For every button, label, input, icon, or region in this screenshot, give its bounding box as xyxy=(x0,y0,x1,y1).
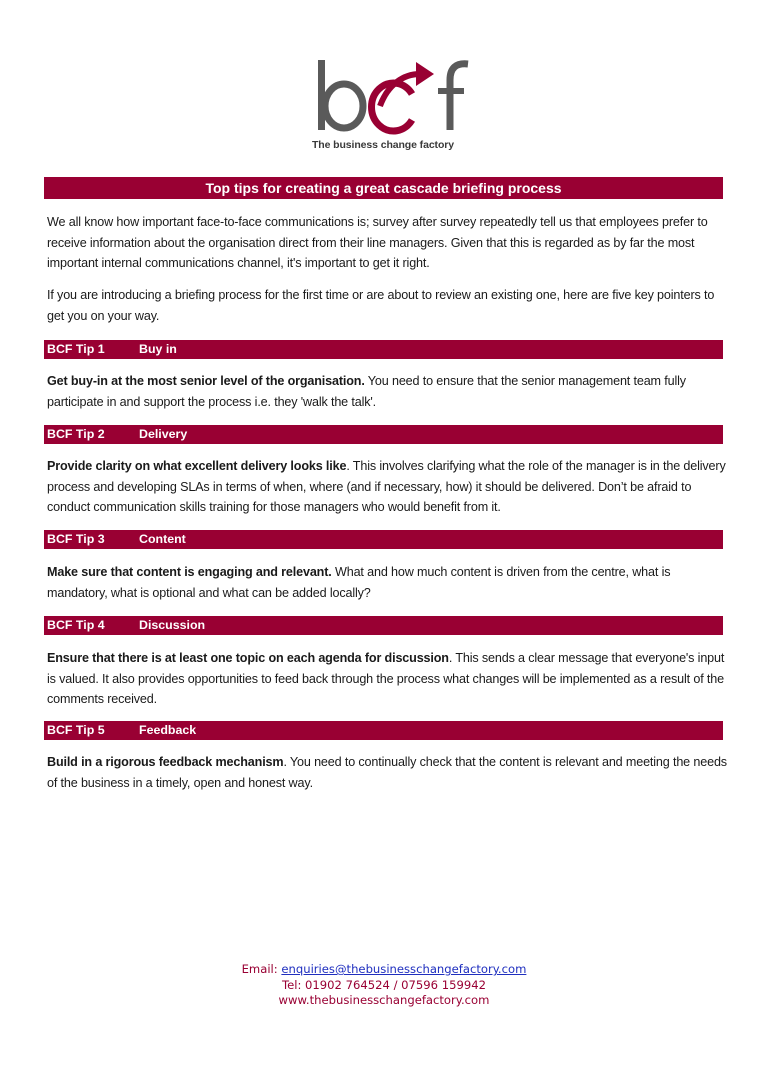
tip-header-1 xyxy=(44,340,723,359)
tip-body-2 xyxy=(47,456,727,518)
tip-name: Delivery xyxy=(139,427,188,441)
email-link[interactable]: enquiries@thebusinesschangefactory.com xyxy=(281,962,527,976)
tip-lead: Get buy-in at the most senior level of the organisation. xyxy=(47,374,365,388)
tip-number: BCF Tip 1 xyxy=(47,342,105,356)
document-title: Top tips for creating a great cascade briefing process xyxy=(44,177,723,199)
tip-body-3 xyxy=(47,562,727,603)
tip-name: Discussion xyxy=(139,618,206,632)
tip-lead: Build in a rigorous feedback mechanism xyxy=(47,755,284,769)
tip-header-5 xyxy=(44,721,723,740)
tip-lead: Ensure that there is at least one topic on each agenda for discussion xyxy=(47,651,449,665)
tip-number: BCF Tip 2 xyxy=(47,427,105,441)
tip-name: Feedback xyxy=(139,723,197,737)
tip-body-1 xyxy=(47,371,727,412)
tip-number: BCF Tip 4 xyxy=(47,618,105,632)
tip-name: Content xyxy=(139,532,186,546)
tip-body-4 xyxy=(47,648,727,710)
tip-text: What and how much content is driven from the centre, what is mandatory, what is optional and what can be added locally? xyxy=(47,565,671,600)
tip-text: You need to ensure that the senior management team fully participate in and support the process i.e. they 'walk the talk'. xyxy=(47,374,686,409)
tip-name: Buy in xyxy=(139,342,177,356)
footer-tel: Tel: 01902 764524 / 07596 159942 xyxy=(282,977,486,992)
tip-text: . This sends a clear message that everyone's input is valued. It also provides opportunities to feed back through the process what changes will be implemented as a result of the comments received. xyxy=(47,651,725,707)
contact-footer xyxy=(0,962,768,1009)
footer-website[interactable]: www.thebusinesschangefactory.com xyxy=(278,993,490,1007)
tip-text: . This involves clarifying what the role of the manager is in the delivery process and developing SLAs in terms of when, where (and if necessary, how) it should be delivered. Don’t be afraid to conduct communication skills training for those managers who would benefit from it. xyxy=(47,459,726,515)
intro-paragraph-2: If you are introducing a briefing process for the first time or are about to review an existing one, here are five key pointers to get you on your way. xyxy=(47,288,715,323)
tip-lead: Make sure that content is engaging and relevant. xyxy=(47,565,332,579)
tip-header-3 xyxy=(44,530,723,549)
tip-text: . You need to continually check that the content is relevant and meeting the needs of the business in a timely, open and honest way. xyxy=(47,755,727,790)
tip-number: BCF Tip 3 xyxy=(47,532,105,546)
email-label: Email: xyxy=(241,962,282,976)
footer-email-line xyxy=(0,962,768,978)
tip-lead: Provide clarity on what excellent delivery looks like xyxy=(47,459,347,473)
logo-tagline: The business change factory xyxy=(311,139,454,151)
tip-header-4 xyxy=(44,616,723,635)
tip-body-5 xyxy=(47,752,727,793)
tip-header-2 xyxy=(44,425,723,444)
tip-number: BCF Tip 5 xyxy=(47,723,105,737)
intro-paragraph-1: We all know how important face-to-face communications is; survey after survey repeatedly tell us that employees prefer to receive information about the organisation direct from their line managers. Given that this is regarded as by far the most important internal communications channel, it's important to get it right. xyxy=(47,215,708,271)
